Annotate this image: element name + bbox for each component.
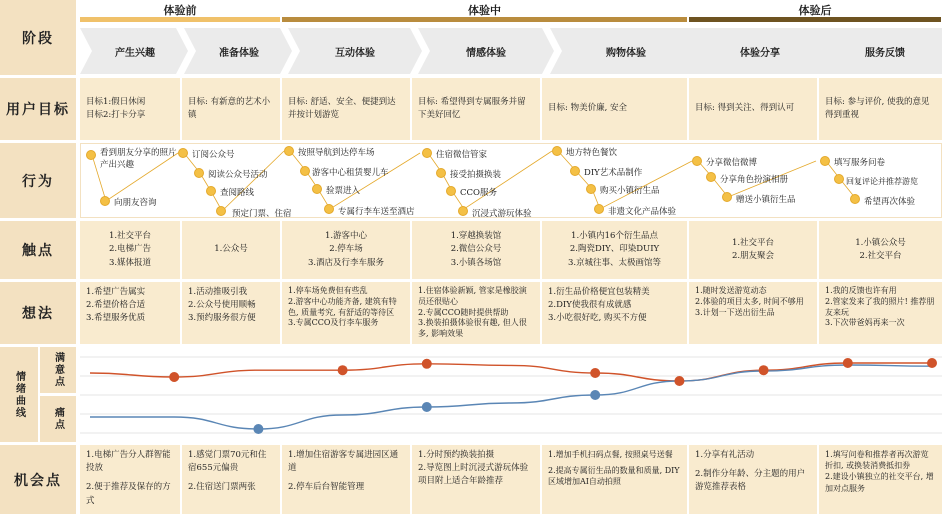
- phase-title-during: 体验中: [468, 4, 501, 17]
- touchpoint-text: 2.朋友聚会: [731, 251, 775, 261]
- goal-text: 目标: 物美价廉, 安全: [548, 103, 627, 114]
- goal-text: 目标: 舒适、安全、便捷到达并按计划游览: [288, 96, 396, 120]
- behavior-dot: [586, 184, 596, 194]
- behavior-text: 游客中心租赁婴儿车: [312, 168, 389, 178]
- opportunity-text: 2.建设小镇独立的社交平台, 增加对点服务: [825, 472, 934, 493]
- satisfy-point: [674, 376, 684, 386]
- touchpoint-text: 1.游客中心: [324, 231, 368, 242]
- behavior-dot: [850, 194, 860, 204]
- touchpoint-text: 1.社交平台: [108, 231, 152, 242]
- behavior-dot: [324, 204, 334, 214]
- row-label-goal: 用户目标: [0, 78, 76, 140]
- behavior-text: 希望再次体验: [864, 197, 916, 207]
- behavior-text: 非遗文化产品体验: [608, 207, 677, 217]
- touchpoint-text: 3.京城往事、太极画馆等: [567, 257, 662, 268]
- thought-text: 1.住宿体验新颖, 管家是橡胶演员还很贴心: [418, 286, 527, 306]
- emotion-curve-chart: [80, 347, 942, 442]
- thought-text: 2.游客中心功能齐备, 建筑有特色, 质量考究, 有舒适的等待区: [288, 296, 397, 317]
- stage-label-prepare: 准备体验: [219, 47, 259, 59]
- behavior-text: 分享角色扮演相册: [720, 175, 789, 185]
- thought-text: 3.专属CCO及行李车服务: [288, 318, 379, 328]
- thought-text: 3.计划一下送出衍生品: [695, 307, 775, 317]
- opportunity-cell-shopping: [542, 445, 687, 514]
- thought-text: 1.停车场免费但有些乱: [288, 286, 368, 295]
- emotion-sub-pain: [40, 396, 76, 442]
- behavior-dot: [422, 148, 432, 158]
- touchpoint-text: 2.社交平台: [859, 251, 902, 261]
- opportunity-text: 1.感觉门票70元和住宿655元偏贵: [188, 450, 267, 474]
- behavior-text: 看到朋友分享的照片产出兴趣: [100, 148, 177, 170]
- opportunity-text: 1.增加手机扫码点餐, 按照桌号送餐: [548, 450, 673, 459]
- stage-label-emotion: 情感体验: [466, 47, 506, 59]
- thought-text: 2.DIY使我很有成就感: [548, 300, 632, 311]
- behavior-text: 沉浸式游玩体验: [472, 209, 532, 219]
- stage-label-share: 体验分享: [740, 47, 780, 59]
- touchpoint-text: 2.停车场: [329, 244, 363, 255]
- behavior-dot: [194, 168, 204, 178]
- thought-text: 1.希望广告属实: [86, 287, 146, 297]
- opportunity-text: 2.导览图上时沉浸式游玩体验项目附上适合年龄推荐: [418, 463, 529, 487]
- behavior-text: 住宿微信管家: [436, 150, 488, 160]
- thought-text: 3.换装拍摄体验很有趣, 但人很多, 影响效果: [418, 318, 527, 339]
- goal-text: 目标: 有新意的艺术小镇: [188, 96, 271, 120]
- satisfy-point: [169, 372, 179, 382]
- thought-cell-interest: [80, 282, 180, 344]
- thought-text: 2.管家发来了我的照片! 推荐朋友来玩: [825, 296, 935, 317]
- behavior-dot: [312, 184, 322, 194]
- thought-text: 3.小吃很好吃, 购买不方便: [548, 313, 647, 324]
- row-label-emotion: [0, 347, 38, 442]
- behavior-text: 分享微信微博: [706, 158, 758, 168]
- pain-point: [590, 390, 600, 400]
- satisfy-point: [590, 368, 600, 378]
- touchpoint-text: 1.小镇内16个衍生品点: [571, 231, 658, 242]
- behavior-text: 接受拍摄换装: [450, 170, 502, 180]
- behavior-dot: [722, 192, 732, 202]
- thought-text: 3.希望服务优质: [86, 313, 146, 324]
- goal-text: 目标2:打卡分享: [86, 110, 146, 120]
- phase-bar-before: [80, 17, 280, 22]
- thought-cell-prepare: [182, 282, 280, 344]
- satisfy-point: [759, 365, 769, 375]
- behavior-dot: [570, 166, 580, 176]
- opportunity-cell-emotion: [412, 445, 540, 514]
- touchpoint-cell-feedback: [819, 221, 942, 279]
- behavior-text: 回复评论并推荐游览: [846, 177, 918, 186]
- behavior-text: 查阅路线: [220, 188, 255, 198]
- behavior-text: 订阅公众号: [192, 150, 235, 160]
- phase-bar-during: [282, 17, 687, 22]
- thought-cell-feedback: [819, 282, 942, 344]
- behavior-text: 向朋友咨询: [114, 198, 157, 208]
- row-label-touchpoint: 触点: [0, 221, 76, 279]
- thought-text: 3.下次带爸妈再来一次: [825, 318, 905, 328]
- behavior-text: 按照导航到达停车场: [298, 148, 375, 158]
- goal-cell-share: [689, 78, 817, 140]
- row-label-opportunity: 机会点: [0, 445, 76, 514]
- touchpoint-cell-prepare: [182, 221, 280, 279]
- touchpoint-text: 2.微信公众号: [450, 244, 502, 255]
- goal-cell-shopping: [542, 78, 687, 140]
- behavior-dot: [86, 150, 96, 160]
- touchpoint-text: 2.电梯广告: [108, 244, 152, 255]
- touchpoint-text: 1.穿越换装馆: [450, 231, 502, 242]
- thought-text: 2.希望价格合适: [86, 300, 146, 311]
- behavior-text: DIY艺术品制作: [584, 168, 643, 178]
- goal-cell-prepare: [182, 78, 280, 140]
- thought-text: 1.活动推吸引我: [188, 287, 248, 297]
- goal-cell-feedback: [819, 78, 942, 140]
- thought-text: 1.随时发送游览动态: [695, 286, 767, 295]
- behavior-dot: [100, 196, 110, 206]
- satisfy-point: [422, 359, 432, 369]
- opportunity-text: 2.提高专属衍生品的数量和质量, DIY区域增加AI自动拍照: [548, 465, 680, 487]
- goal-text: 目标: 得到关注、得到认可: [695, 103, 795, 114]
- behavior-dot: [458, 206, 468, 216]
- touchpoint-cell-interest: [80, 221, 180, 279]
- thought-text: 1.衍生品价格便宜包装精美: [548, 287, 650, 297]
- behavior-dot: [820, 156, 830, 166]
- opportunity-text: 1.分享有礼活动: [695, 450, 755, 460]
- row-label-behavior: 行为: [0, 143, 76, 218]
- behavior-dot: [300, 166, 310, 176]
- row-label-stage: 阶段: [0, 0, 76, 75]
- behavior-dot: [206, 186, 216, 196]
- thought-cell-interact: [282, 282, 410, 344]
- satisfy-curve: [90, 363, 932, 381]
- behavior-dot: [834, 174, 844, 184]
- behavior-dot: [446, 186, 456, 196]
- touchpoint-text: 3.小镇各场馆: [450, 257, 502, 268]
- behavior-dot: [692, 156, 702, 166]
- touchpoint-cell-interact: [282, 221, 410, 279]
- phase-bar-after: [689, 17, 941, 22]
- emotion-sub-satisfy: [40, 347, 76, 393]
- opportunity-text: 1.电梯广告分人群智能投放: [86, 450, 171, 474]
- goal-cell-emotion: [412, 78, 540, 140]
- stage-label-feedback: 服务反馈: [865, 47, 905, 59]
- touchpoint-text: 1.社交平台: [731, 237, 775, 248]
- behavior-text: 填写服务问卷: [834, 158, 886, 168]
- emotion-sub-satisfy-text: 满意点: [52, 352, 64, 388]
- thought-text: 2.体验的项目太多, 时间不够用: [695, 296, 804, 306]
- opportunity-cell-feedback: [819, 445, 942, 514]
- touchpoint-text: 2.陶瓷DIY、印染DUIY: [569, 244, 660, 255]
- touchpoint-cell-shopping: [542, 221, 687, 279]
- pain-curve: [90, 365, 932, 429]
- behavior-text: 阅读公众号活动: [208, 170, 268, 180]
- goal-text: 目标: 参与评价, 使我的意见得到重视: [825, 96, 930, 120]
- behavior-dot: [284, 146, 294, 156]
- opportunity-text: 2.制作分年龄、分主题的用户游览推荐表格: [695, 469, 806, 493]
- touchpoint-text: 1.小镇公众号: [855, 237, 906, 248]
- opportunity-text: 2.便于推荐及保存的方式: [86, 482, 171, 506]
- touchpoint-text: 3.酒店及行李车服务: [307, 257, 385, 268]
- pain-point: [422, 402, 432, 412]
- behavior-dot: [178, 148, 188, 158]
- satisfy-point: [843, 358, 853, 368]
- phase-title-before: 体验前: [163, 4, 197, 17]
- behavior-text: 验票进入: [326, 186, 361, 196]
- thought-text: 2.公众号使用顺畅: [188, 300, 256, 311]
- touchpoint-cell-emotion: [412, 221, 540, 279]
- touchpoint-text: 1.公众号: [214, 244, 248, 255]
- row-label-thought: 想法: [0, 282, 76, 344]
- thought-text: 1.我的反馈也许有用: [825, 286, 897, 295]
- touchpoint-cell-share: [689, 221, 817, 279]
- behavior-text: 地方特色餐饮: [566, 148, 618, 158]
- emotion-sub-pain-text: 痛点: [52, 407, 64, 431]
- row-label-emotion-text: 情绪曲线: [13, 370, 25, 419]
- thought-text: 2.专属CCO随时提供帮助: [418, 307, 509, 317]
- behavior-dot: [216, 206, 226, 216]
- opportunity-cell-share: [689, 445, 817, 514]
- opportunity-text: 1.分时预约换装拍摄: [418, 450, 495, 460]
- opportunity-text: 1.填写问卷和推荐者再次游览折扣, 或换装消费抵扣券: [825, 450, 929, 471]
- pain-point: [253, 424, 263, 434]
- goal-cell-interest: [80, 78, 180, 140]
- behavior-dot: [594, 204, 604, 214]
- behavior-text: 赠送小镇衍生品: [736, 195, 796, 205]
- opportunity-text: 1.增加住宿游客专属进园区通道: [288, 450, 399, 474]
- opportunity-cell-prepare: [182, 445, 280, 514]
- behavior-text: 购买小镇衍生品: [600, 186, 660, 196]
- opportunity-cell-interact: [282, 445, 410, 514]
- satisfy-point: [338, 365, 348, 375]
- phase-title-after: 体验后: [798, 4, 832, 17]
- behavior-dot: [436, 168, 446, 178]
- goal-cell-interact: [282, 78, 410, 140]
- opportunity-cell-interest: [80, 445, 180, 514]
- touchpoint-text: 3.媒体报道: [108, 257, 152, 268]
- stage-label-interest: 产生兴趣: [115, 47, 155, 59]
- behavior-dot: [552, 146, 562, 156]
- behavior-text: CCO服务: [460, 188, 497, 198]
- goal-text: 目标1:假日休闲: [86, 96, 146, 107]
- opportunity-text: 2.住宿送门票两张: [188, 482, 256, 493]
- behavior-text: 预定门票、住宿: [232, 209, 292, 219]
- opportunity-text: 2.停车后台智能管理: [288, 482, 365, 493]
- thought-cell-emotion: [412, 282, 540, 344]
- goal-text: 目标: 希望得到专属服务并留下美好回忆: [418, 96, 526, 120]
- thought-text: 3.预约服务很方便: [188, 313, 256, 324]
- behavior-dot: [706, 172, 716, 182]
- thought-cell-shopping: [542, 282, 687, 344]
- stage-label-shopping: 购物体验: [606, 47, 646, 59]
- stage-label-interact: 互动体验: [335, 47, 375, 59]
- thought-cell-share: [689, 282, 817, 344]
- behavior-text: 专属行李车送至酒店: [338, 207, 415, 217]
- satisfy-point: [927, 358, 937, 368]
